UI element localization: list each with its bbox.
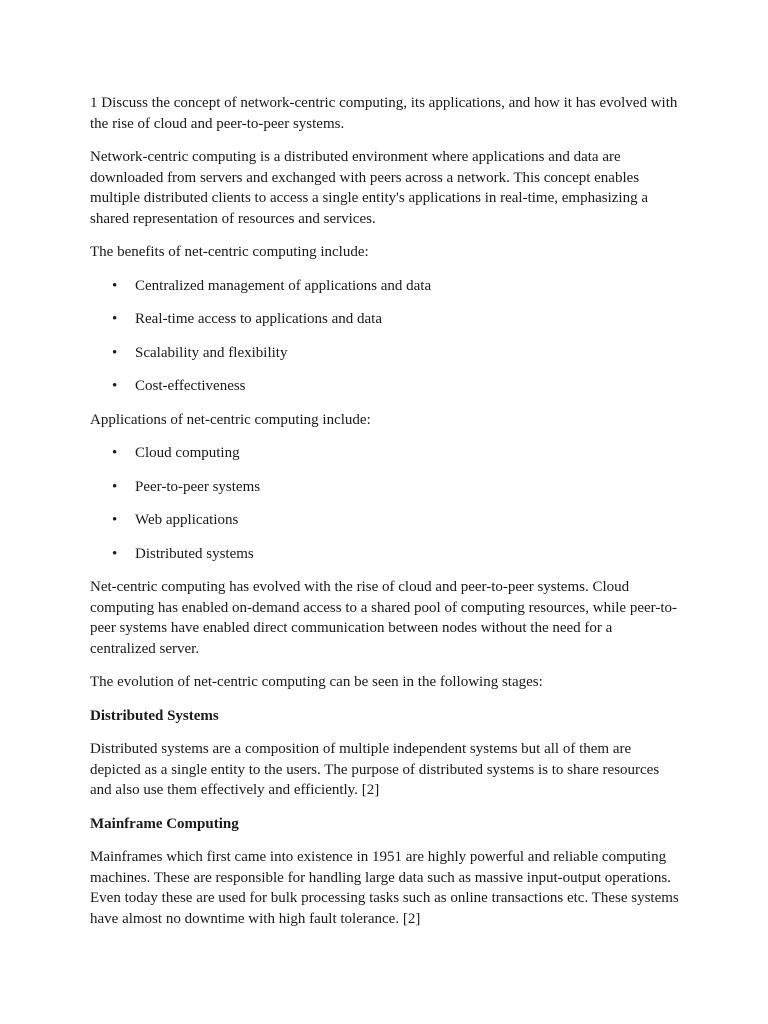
applications-intro: Applications of net-centric computing include: [90, 411, 371, 428]
section-heading: Mainframe Computing [90, 815, 239, 832]
list-item-text: Centralized management of applications and data [135, 277, 432, 294]
benefits-intro: The benefits of net-centric computing include: [90, 244, 369, 260]
bullet-icon: • [112, 344, 118, 361]
bullet-icon: • [112, 378, 118, 394]
bullet-icon: • [112, 277, 118, 294]
list-item [90, 276, 680, 297]
list-item-text: Peer-to-peer systems [135, 478, 261, 495]
intro-paragraph: Network-centric computing is a distributed environment where applications and data are downloaded from servers and exchanged with peers across a network. This concept enables multiple distributed clients to access a single entity's applications in real-time, emphasizing a shared representation of resources and services. [90, 149, 648, 227]
bullet-icon: • [112, 545, 118, 562]
list-item-text: Real-time access to applications and data [135, 311, 382, 327]
section-body: Distributed systems are a composition of multiple independent systems but all of them are depicted as a single entity to the users. The purpose of distributed systems is to share resources and also use them effectively and efficiently. [2] [90, 741, 660, 798]
stages-intro: The evolution of net-centric computing can be seen in the following stages: [90, 674, 543, 690]
list-item [90, 376, 680, 397]
bullet-icon: • [112, 478, 118, 495]
document-page [90, 93, 680, 942]
benefits-list [90, 276, 680, 397]
evolution-paragraph: Net-centric computing has evolved with the rise of cloud and peer-to-peer systems. Cloud computing has enabled on-demand access to a shared pool of computing resources, while peer-to-peer systems have enabled direct communication between nodes without the need for a centralized server. [90, 579, 678, 657]
list-item [90, 309, 680, 330]
list-item-text: Cost-effectiveness [135, 378, 246, 394]
list-item [90, 544, 680, 565]
bullet-icon: • [112, 445, 118, 461]
list-item [90, 443, 680, 464]
applications-list [90, 443, 680, 564]
section-heading: Distributed Systems [90, 707, 219, 724]
list-item [90, 343, 680, 364]
question-paragraph: 1 Discuss the concept of network-centric computing, its applications, and how it has evolved with the rise of cloud and peer-to-peer systems. [90, 95, 678, 132]
list-item [90, 477, 680, 498]
list-item-text: Cloud computing [135, 445, 240, 461]
section-body: Mainframes which first came into existence in 1951 are highly powerful and reliable computing machines. These are responsible for handling large data such as massive input-output operations. Even today these are used for bulk processing tasks such as online transactions etc. These systems have almost no downtime with high fault tolerance. [2] [90, 849, 679, 927]
list-item-text: Scalability and flexibility [135, 344, 288, 361]
list-item [90, 510, 680, 531]
bullet-icon: • [112, 311, 118, 327]
list-item-text: Distributed systems [135, 545, 254, 562]
bullet-icon: • [112, 512, 118, 528]
list-item-text: Web applications [135, 512, 239, 528]
